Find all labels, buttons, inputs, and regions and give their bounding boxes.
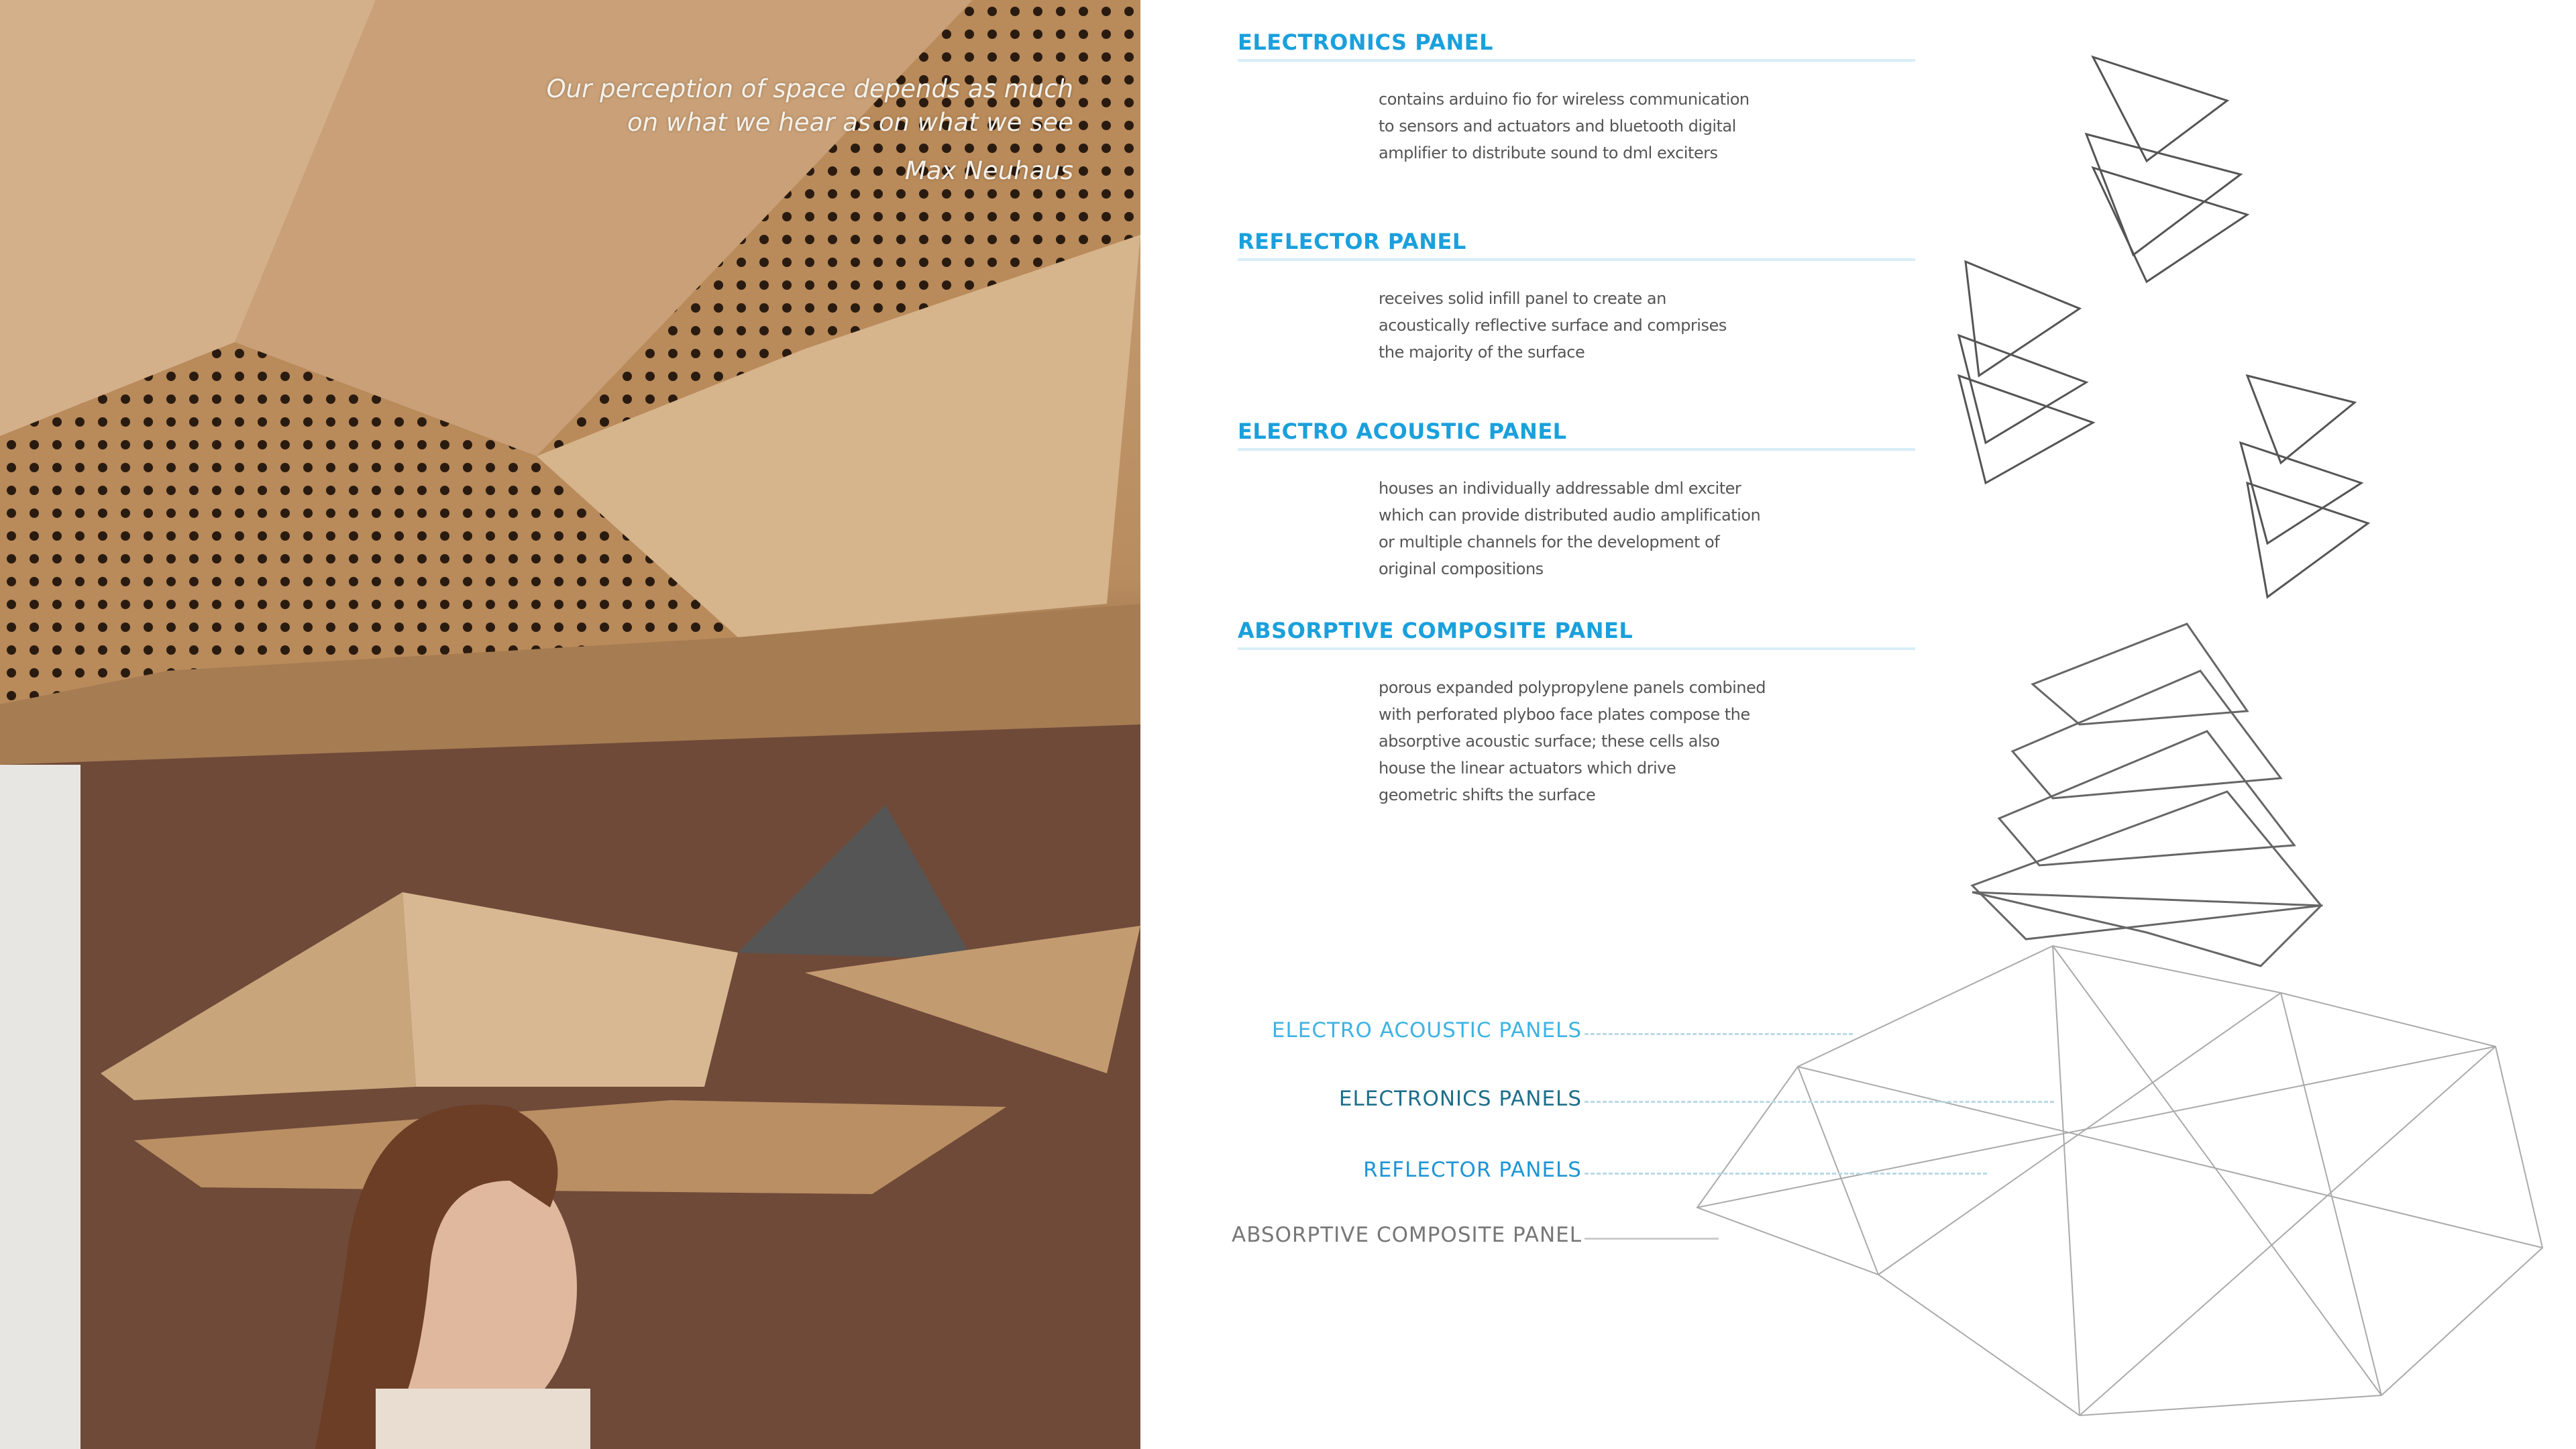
electronics-panel-drawing <box>2086 57 2247 282</box>
quote-line: Our perception of space depends as much <box>546 74 1073 103</box>
desc-line: absorptive acoustic surface; these cells also <box>1379 732 1720 751</box>
absorptive-stack-drawing <box>1972 624 2321 966</box>
desc-line: with perforated plyboo face plates compose the <box>1379 705 1750 724</box>
quote-line: on what we hear as on what we see <box>627 108 1073 137</box>
exploded-panel-diagram <box>1677 0 2576 1449</box>
section-title: ELECTRONICS PANEL <box>1238 30 1915 62</box>
desc-line: contains arduino fio for wireless communication <box>1379 90 1750 109</box>
desc-line: to sensors and actuators and bluetooth digital <box>1379 117 1736 136</box>
desc-line: or multiple channels for the development of <box>1379 533 1720 551</box>
section-title: REFLECTOR PANEL <box>1238 229 1915 261</box>
installation-photo <box>0 0 1140 1449</box>
desc-line: geometric shifts the surface <box>1379 786 1596 804</box>
desc-line: amplifier to distribute sound to dml exciters <box>1379 144 1718 162</box>
ceiling-panels-illustration <box>0 0 1140 1449</box>
reflector-panel-drawing <box>1959 262 2093 483</box>
quote <box>470 72 1073 188</box>
desc-line: original compositions <box>1379 559 1544 578</box>
desc-line: which can provide distributed audio amplification <box>1379 506 1761 525</box>
legend-electronics-panels: ELECTRONICS PANELS <box>1338 1087 1582 1111</box>
quote-author: Max Neuhaus <box>905 156 1073 185</box>
desc-line: house the linear actuators which drive <box>1379 759 1676 777</box>
section-title: ABSORPTIVE COMPOSITE PANEL <box>1238 618 1915 650</box>
section-title: ELECTRO ACOUSTIC PANEL <box>1238 419 1915 451</box>
leader-line <box>1585 1238 1719 1240</box>
desc-line: houses an individually addressable dml exciter <box>1379 479 1741 498</box>
legend-reflector-panels: REFLECTOR PANELS <box>1363 1158 1582 1182</box>
desc-line: receives solid infill panel to create an <box>1379 289 1666 308</box>
desc-line: acoustically reflective surface and comprises <box>1379 316 1727 335</box>
leader-line <box>1585 1101 2054 1103</box>
desc-line: porous expanded polypropylene panels combined <box>1379 678 1766 697</box>
desc-line: the majority of the surface <box>1379 343 1585 362</box>
electro-acoustic-panel-drawing <box>2241 376 2368 597</box>
legend-absorptive-composite-panel: ABSORPTIVE COMPOSITE PANEL <box>1231 1223 1582 1247</box>
legend-electro-acoustic-panels: ELECTRO ACOUSTIC PANELS <box>1271 1018 1582 1042</box>
assembled-surface-drawing <box>1697 946 2542 1415</box>
leader-line <box>1585 1033 1853 1035</box>
leader-line <box>1585 1173 1987 1175</box>
